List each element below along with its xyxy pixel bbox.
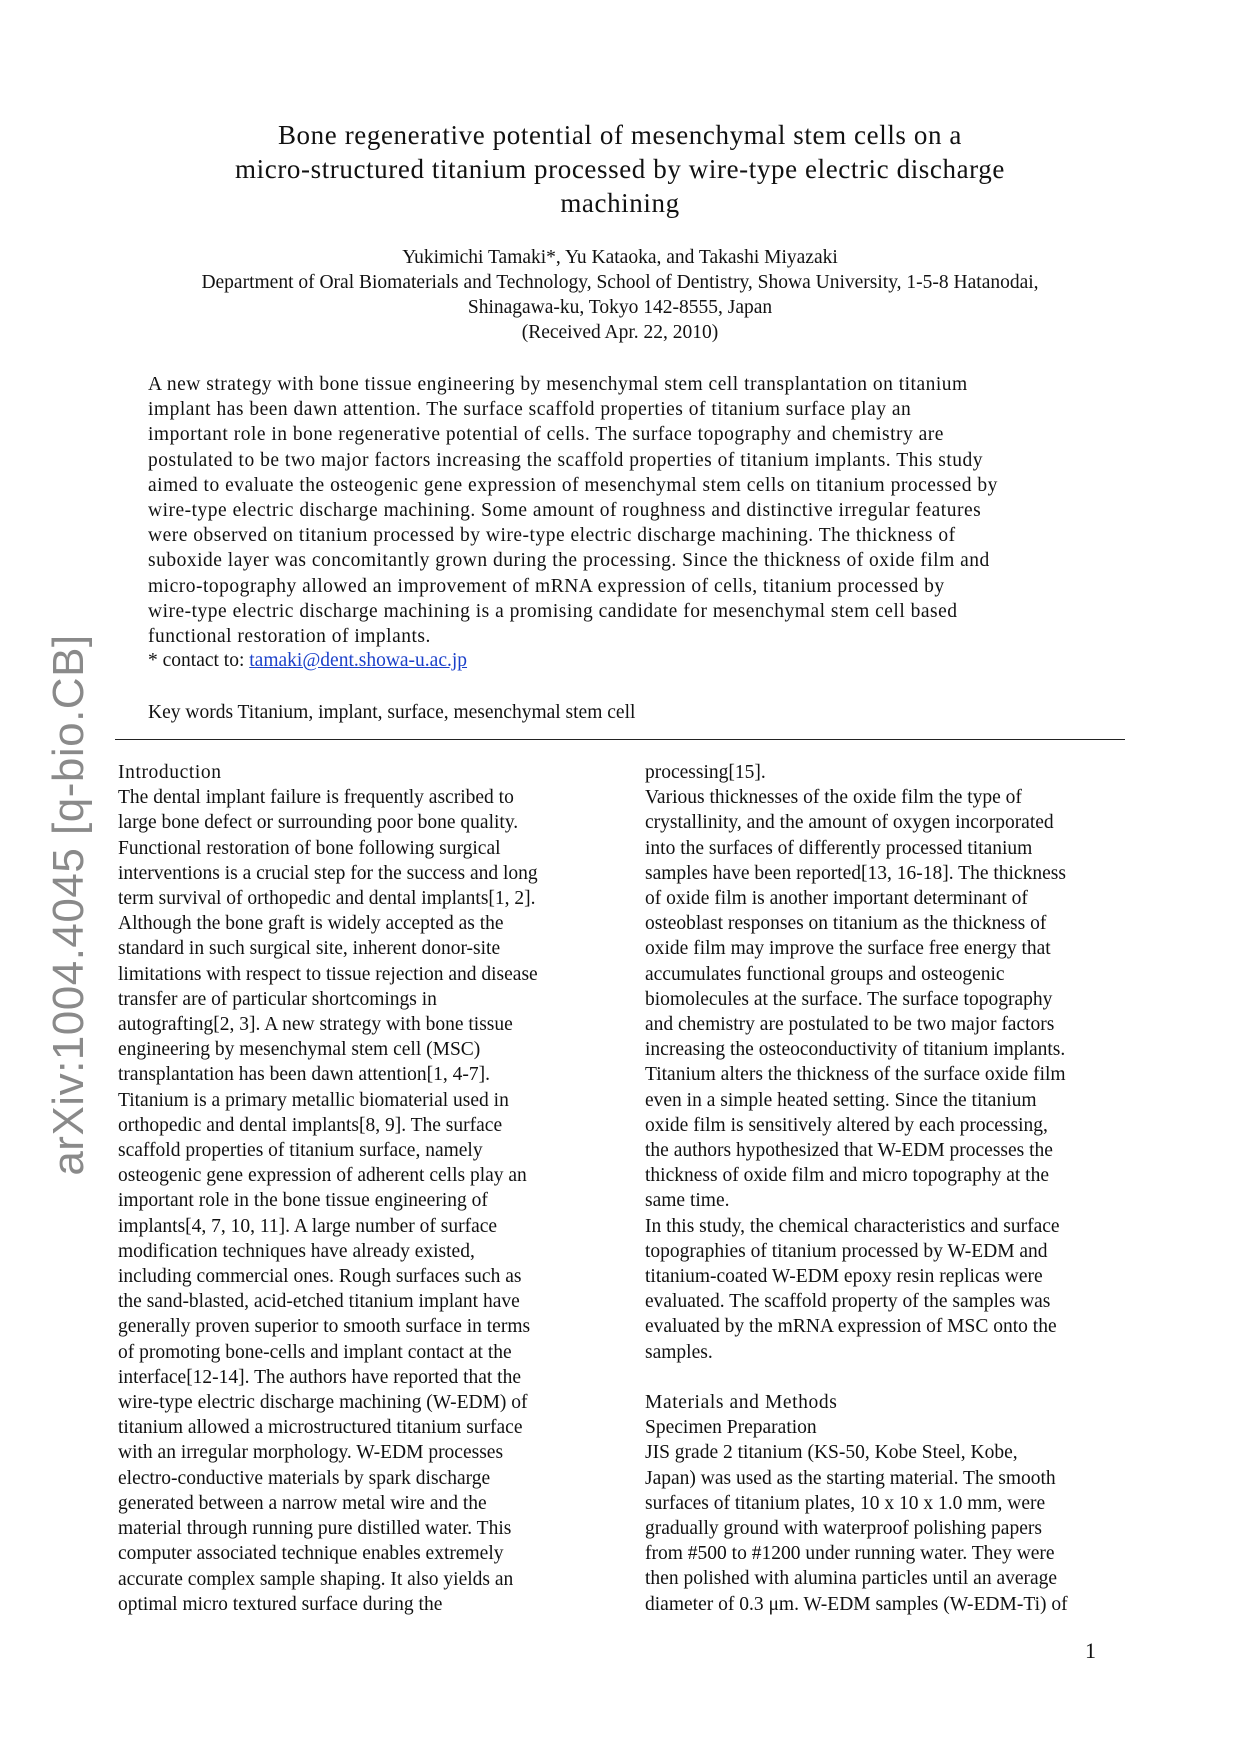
paragraph-spacer bbox=[645, 1365, 1135, 1390]
affiliation-line: Department of Oral Biomaterials and Technology, School of Dentistry, Showa University, 1-5-8 Hatanodai, bbox=[201, 272, 1039, 293]
text-line: osteogenic gene expression of adherent cells play an bbox=[118, 1165, 527, 1187]
text-line: thickness of oxide film and micro topography at the bbox=[645, 1165, 1049, 1187]
text-line: samples. bbox=[645, 1341, 713, 1363]
text-line: increasing the osteoconductivity of titanium implants. bbox=[645, 1039, 1066, 1061]
text-line: important role in bone regenerative potential of cells. The surface topography and chemistry are bbox=[148, 424, 944, 446]
text-line: The dental implant failure is frequently ascribed to bbox=[118, 787, 514, 809]
text-line: Titanium alters the thickness of the surface oxide film bbox=[645, 1064, 1066, 1086]
text-line: of promoting bone-cells and implant contact at the bbox=[118, 1341, 512, 1363]
text-line: wire-type electric discharge machining (W-EDM) of bbox=[118, 1392, 528, 1414]
text-line: accumulates functional groups and osteogenic bbox=[645, 963, 1005, 985]
text-line: Various thicknesses of the oxide film the type of bbox=[645, 787, 1022, 809]
page-number: 1 bbox=[1085, 1638, 1096, 1663]
text-line: processing[15]. bbox=[645, 762, 766, 783]
text-line: electro-conductive materials by spark discharge bbox=[118, 1467, 491, 1489]
text-line: suboxide layer was concomitantly grown during the processing. Since the thickness of oxide film and bbox=[148, 550, 990, 572]
text-line: material through running pure distilled water. This bbox=[118, 1518, 512, 1540]
text-line: term survival of orthopedic and dental implants[1, 2]. bbox=[118, 888, 536, 910]
text-line: crystallinity, and the amount of oxygen incorporated bbox=[645, 812, 1054, 834]
text-line: aimed to evaluate the osteogenic gene expression of mesenchymal stem cells on titanium processed by bbox=[148, 474, 998, 496]
text-line: scaffold properties of titanium surface, namely bbox=[118, 1140, 483, 1162]
text-line: computer associated technique enables extremely bbox=[118, 1543, 504, 1565]
abstract bbox=[148, 372, 1108, 649]
text-line: from #500 to #1200 under running water. They were bbox=[645, 1543, 1055, 1565]
text-line: interventions is a crucial step for the success and long bbox=[118, 862, 538, 884]
text-line: osteoblast responses on titanium as the thickness of bbox=[645, 913, 1047, 935]
text-line: titanium-coated W-EDM epoxy resin replicas were bbox=[645, 1266, 1043, 1288]
title-line: Bone regenerative potential of mesenchymal stem cells on a bbox=[277, 120, 963, 150]
text-line: oxide film is sensitively altered by each processing, bbox=[645, 1114, 1048, 1136]
text-line: interface[12-14]. The authors have reported that the bbox=[118, 1366, 522, 1388]
text-line: orthopedic and dental implants[8, 9]. The surface bbox=[118, 1114, 503, 1136]
text-line: samples have been reported[13, 16-18]. The thickness bbox=[645, 862, 1066, 884]
text-line: large bone defect or surrounding poor bone quality. bbox=[118, 812, 519, 834]
arxiv-identifier: arXiv:1004.4045 [q-bio.CB] bbox=[44, 634, 93, 1176]
paper-title bbox=[150, 118, 1090, 220]
text-line: oxide film may improve the surface free energy that bbox=[645, 938, 1051, 960]
text-line: were observed on titanium processed by wire-type electric discharge machining. The thickness of bbox=[148, 525, 956, 547]
text-line: implant has been dawn attention. The surface scaffold properties of titanium surface play an bbox=[148, 399, 912, 421]
text-line: with an irregular morphology. W-EDM processes bbox=[118, 1442, 504, 1464]
text-line: biomolecules at the surface. The surface topography bbox=[645, 988, 1053, 1010]
authors: Yukimichi Tamaki*, Yu Kataoka, and Takashi Miyazaki bbox=[402, 247, 838, 268]
text-line: optimal micro textured surface during the bbox=[118, 1593, 443, 1615]
text-line: transfer are of particular shortcomings in bbox=[118, 988, 437, 1010]
affiliation-line: Shinagawa-ku, Tokyo 142-8555, Japan bbox=[467, 297, 773, 318]
contact-label: * contact to: bbox=[148, 650, 250, 671]
received-date: (Received Apr. 22, 2010) bbox=[521, 322, 719, 343]
text-line: Although the bone graft is widely accepted as the bbox=[118, 913, 504, 935]
section-heading-introduction: Introduction bbox=[118, 762, 222, 783]
text-line: limitations with respect to tissue rejection and disease bbox=[118, 963, 538, 985]
text-line: micro-topography allowed an improvement of mRNA expression of cells, titanium processed by bbox=[148, 575, 945, 597]
keywords: Key words Titanium, implant, surface, mesenchymal stem cell bbox=[148, 702, 636, 723]
text-line: Titanium is a primary metallic biomaterial used in bbox=[118, 1089, 509, 1111]
text-line: same time. bbox=[645, 1190, 730, 1212]
contact-email-link[interactable]: tamaki@dent.showa-u.ac.jp bbox=[249, 650, 468, 671]
text-line: evaluated. The scaffold property of the samples was bbox=[645, 1291, 1051, 1313]
section-divider bbox=[115, 739, 1125, 740]
text-line: postulated to be two major factors increasing the scaffold properties of titanium implants. This study bbox=[148, 449, 983, 471]
title-line: machining bbox=[560, 188, 680, 218]
author-block bbox=[130, 245, 1110, 345]
right-column bbox=[645, 760, 1135, 1617]
text-line: including commercial ones. Rough surfaces such as bbox=[118, 1266, 522, 1288]
text-line: evaluated by the mRNA expression of MSC onto the bbox=[645, 1316, 1057, 1338]
text-line: standard in such surgical site, inherent donor-site bbox=[118, 938, 501, 960]
section-heading-materials-methods: Materials and Methods bbox=[645, 1392, 838, 1414]
text-line: the sand-blasted, acid-etched titanium implant have bbox=[118, 1291, 520, 1313]
text-line: functional restoration of implants. bbox=[148, 626, 431, 648]
text-line: transplantation has been dawn attention[1, 4-7]. bbox=[118, 1064, 491, 1086]
text-line: of oxide film is another important determinant of bbox=[645, 888, 1028, 910]
text-line: implants[4, 7, 10, 11]. A large number of surface bbox=[118, 1215, 498, 1237]
text-line: generally proven superior to smooth surface in terms bbox=[118, 1316, 531, 1338]
text-line: generated between a narrow metal wire and the bbox=[118, 1492, 487, 1514]
text-line: accurate complex sample shaping. It also yields an bbox=[118, 1568, 514, 1590]
text-line: Japan) was used as the starting material. The smooth bbox=[645, 1467, 1056, 1489]
text-line: wire-type electric discharge machining is a promising candidate for mesenchymal stem cell based bbox=[148, 600, 958, 622]
text-line: surfaces of titanium plates, 10 x 10 x 1.0 mm, were bbox=[645, 1492, 1046, 1514]
text-line: wire-type electric discharge machining. Some amount of roughness and distinctive irregular features bbox=[148, 500, 982, 522]
text-line: JIS grade 2 titanium (KS-50, Kobe Steel, Kobe, bbox=[645, 1442, 1018, 1464]
subsection-heading-specimen-preparation: Specimen Preparation bbox=[645, 1417, 817, 1439]
text-line: and chemistry are postulated to be two major factors bbox=[645, 1014, 1055, 1036]
contact-line bbox=[148, 648, 467, 673]
arxiv-identifier-sidebar bbox=[44, 605, 94, 1205]
title-line: micro-structured titanium processed by wire-type electric discharge bbox=[235, 154, 1005, 184]
text-line: the authors hypothesized that W-EDM processes the bbox=[645, 1140, 1053, 1162]
text-line: gradually ground with waterproof polishing papers bbox=[645, 1518, 1042, 1540]
text-line: engineering by mesenchymal stem cell (MSC) bbox=[118, 1039, 481, 1061]
text-line: autografting[2, 3]. A new strategy with bone tissue bbox=[118, 1014, 513, 1036]
text-line: In this study, the chemical characteristics and surface bbox=[645, 1215, 1060, 1237]
left-column bbox=[118, 760, 608, 1617]
text-line: important role in the bone tissue engineering of bbox=[118, 1190, 488, 1212]
text-line: topographies of titanium processed by W-EDM and bbox=[645, 1240, 1048, 1262]
text-line: Functional restoration of bone following surgical bbox=[118, 837, 501, 859]
text-line: even in a simple heated setting. Since the titanium bbox=[645, 1089, 1037, 1111]
text-line: titanium allowed a microstructured titanium surface bbox=[118, 1417, 523, 1439]
text-line: diameter of 0.3 μm. W-EDM samples (W-EDM-Ti) of bbox=[645, 1593, 1068, 1615]
text-line: A new strategy with bone tissue engineering by mesenchymal stem cell transplantation on titanium bbox=[148, 374, 968, 395]
text-line: into the surfaces of differently processed titanium bbox=[645, 837, 1033, 859]
text-line: then polished with alumina particles until an average bbox=[645, 1568, 1058, 1590]
text-line: modification techniques have already existed, bbox=[118, 1240, 475, 1262]
